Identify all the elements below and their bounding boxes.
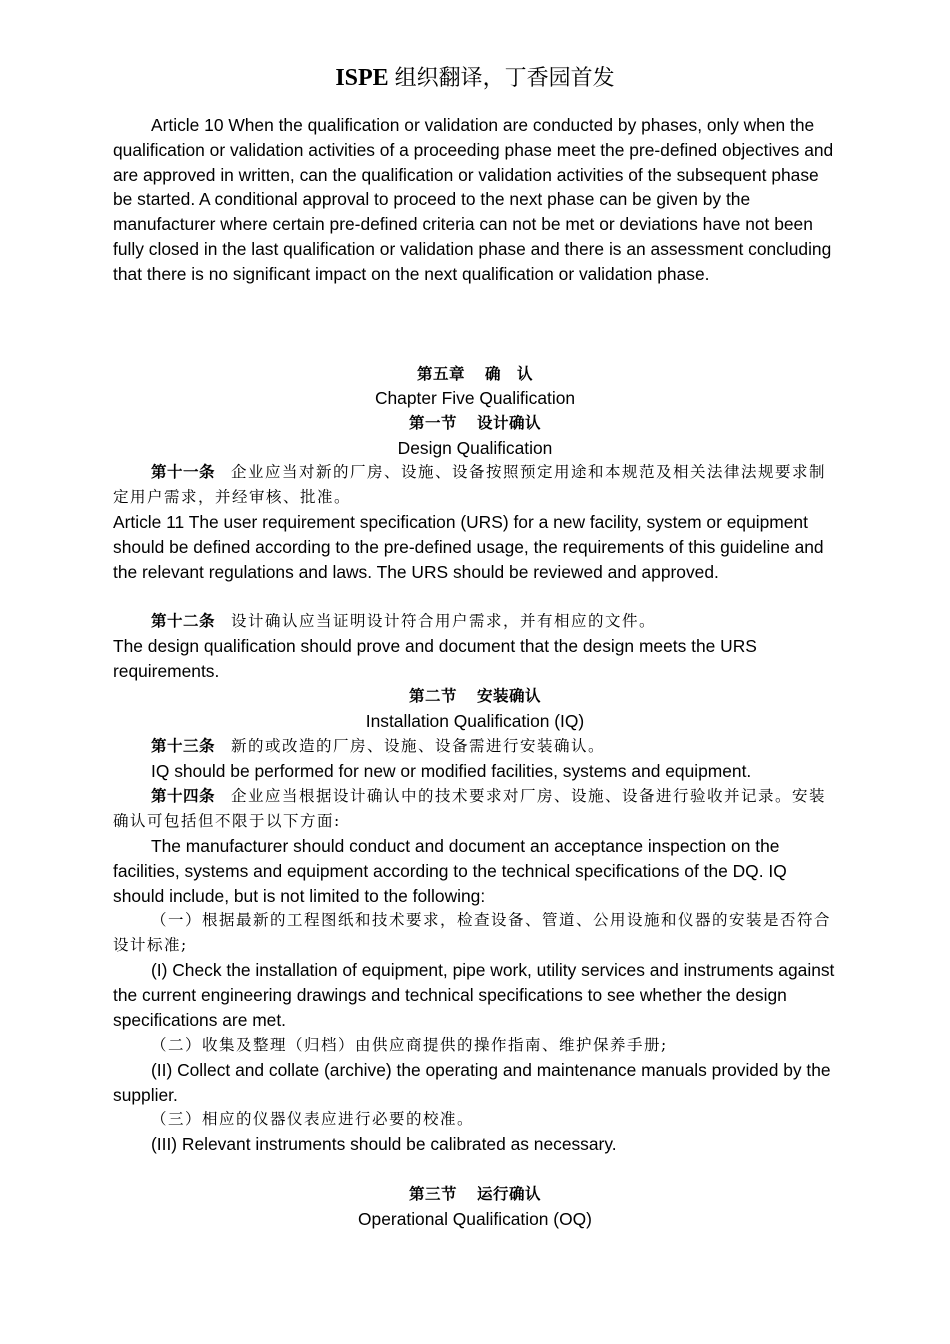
section-1-heading-en: Design Qualification [397,438,553,458]
chapter-label: 第五章 [416,365,465,383]
article-13-label: 第十三条 [151,737,216,755]
section-2-heading-en: Installation Qualification (IQ) [365,711,585,731]
article-11-label: 第十一条 [151,463,216,481]
article-12-label: 第十二条 [151,612,216,630]
section-3-title-zh: 运行确认 [477,1185,542,1203]
section-1-label: 第一节 [408,414,457,432]
section-3-label: 第三节 [408,1185,457,1203]
article-14-zh [113,784,837,834]
title-latin: ISPE [335,65,389,91]
section-1-heading-zh [113,411,837,436]
article-11-en: Article 11 The user requirement specification (URS) for a new facility, system or equipment should be defined according to the pre-defined usage, the requirements of this guideline and the relevant regulations and laws. The URS should be reviewed and approved. [113,512,824,582]
article-13-zh-text: 新的或改造的厂房、设施、设备需进行安装确认。 [231,737,606,755]
section-2-title-zh: 安装确认 [477,687,542,705]
section-2-label: 第二节 [408,687,457,705]
article-14-label: 第十四条 [151,787,216,805]
chapter-title-zh: 确 认 [485,365,534,383]
article-14-en: The manufacturer should conduct and document an acceptance inspection on the facilities, systems and equipment according to the technical specifications of the DQ. IQ should include, but is not limited to the following: [113,836,787,906]
section-3-heading-zh [113,1182,837,1207]
article-11-zh-text: 企业应当对新的厂房、设施、设备按照预定用途和本规范及相关法律法规要求制定用户需求，并经审核、批准。 [113,463,827,506]
chapter-heading-en: Chapter Five Qualification [374,388,576,408]
article-11-zh [113,460,837,510]
iq-item-3-en: (III) Relevant instruments should be calibrated as necessary. [151,1134,617,1154]
title-cjk: 组织翻译，丁香园首发 [394,66,615,91]
article-10-en: Article 10 When the qualification or validation are conducted by phases, only when the qualification or validation activities of a proceeding phase meet the pre-defined objectives and are approved in written, can the qualification or validation activities of the subsequent phase be started. A conditional approval to proceed to the next phase can be given by the manufacturer where certain pre-defined criteria can not be met or deviations have not been fully closed in the last qualification or validation phase and there is an assessment concluding that there is no significant impact on the next qualification or validation phase. [113,115,834,284]
section-3-heading-en: Operational Qualification (OQ) [358,1209,592,1229]
iq-item-1-zh: （一）根据最新的工程图纸和技术要求，检查设备、管道、公用设施和仪器的安装是否符合设计标准; [113,911,832,954]
article-14-zh-text: 企业应当根据设计确认中的技术要求对厂房、设施、设备进行验收并记录。安装确认可包括但不限于以下方面: [113,787,827,830]
article-12-en: The design qualification should prove and document that the design meets the URS requirements. [113,636,757,681]
article-13-zh [113,734,837,759]
chapter-heading-zh [113,362,837,387]
article-13-en: IQ should be performed for new or modified facilities, systems and equipment. [151,761,752,781]
iq-item-2-zh: （二）收集及整理（归档）由供应商提供的操作指南、维护保养手册; [151,1036,668,1054]
iq-item-3-zh: （三）相应的仪器仪表应进行必要的校准。 [151,1110,475,1128]
iq-item-2-en: (II) Collect and collate (archive) the operating and maintenance manuals provided by the supplier. [113,1060,831,1105]
page-title [113,62,837,95]
article-12-zh-text: 设计确认应当证明设计符合用户需求，并有相应的文件。 [231,612,657,630]
iq-item-1-en: (I) Check the installation of equipment, pipe work, utility services and instruments against the current engineering drawings and technical specifications to see whether the design specifications are met. [113,960,835,1030]
article-12-zh [113,609,837,634]
section-2-heading-zh [113,684,837,709]
section-1-title-zh: 设计确认 [477,414,542,432]
